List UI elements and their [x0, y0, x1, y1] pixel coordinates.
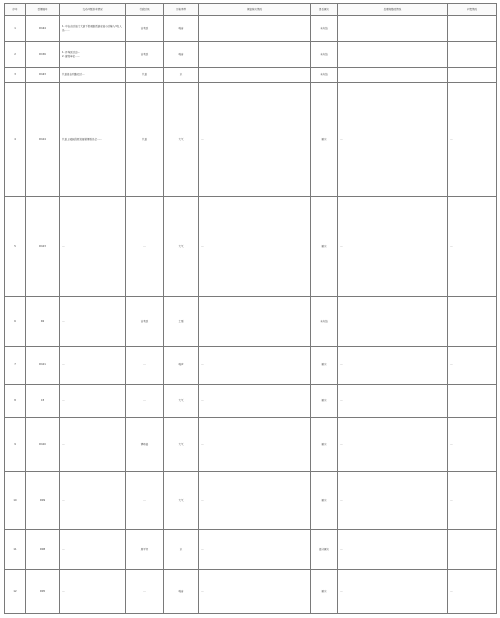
cell-code: D101: [26, 346, 60, 384]
cell-code: D104: [26, 83, 60, 197]
cell-no: 12: [5, 569, 26, 613]
cell-verify: [199, 16, 311, 42]
cell-type: 噪音: [164, 42, 199, 68]
cell-verify: …: [199, 569, 311, 613]
cell-issue: …: [60, 346, 126, 384]
header-region: 行政区域: [126, 4, 164, 16]
header-real: 是否属实: [311, 4, 338, 16]
cell-real: 未办结: [311, 16, 338, 42]
cell-account: [448, 384, 497, 417]
cell-account: [448, 16, 497, 42]
cell-no: 11: [5, 529, 26, 569]
cell-region: …: [126, 471, 164, 529]
cell-type: 噪声: [164, 346, 199, 384]
table-row: [5, 529, 497, 569]
cell-real: 未办结: [311, 68, 338, 83]
cell-type: 噪音: [164, 569, 199, 613]
cell-region: …: [126, 197, 164, 297]
cell-account: …: [448, 569, 497, 613]
cell-code: D2: [26, 297, 60, 346]
cell-region: 原平市: [126, 529, 164, 569]
cell-no: 5: [5, 197, 26, 297]
cell-code: D164: [26, 16, 60, 42]
cell-region: 代县: [126, 68, 164, 83]
table-row: [5, 417, 497, 471]
cell-action: …: [338, 384, 448, 417]
cell-region: 吉利区: [126, 297, 164, 346]
cell-code: D98: [26, 529, 60, 569]
cell-real: 属实: [311, 569, 338, 613]
table-row: [5, 346, 497, 384]
complaint-table-sheet: [4, 3, 496, 614]
table-row: [5, 68, 497, 83]
cell-code: C3: [26, 384, 60, 417]
cell-code: D103: [26, 197, 60, 297]
header-verify: 调查核实情况: [199, 4, 311, 16]
cell-type: 大气: [164, 417, 199, 471]
table-row: [5, 384, 497, 417]
cell-verify: …: [199, 83, 311, 197]
table-row: [5, 569, 497, 613]
cell-action: …: [338, 346, 448, 384]
cell-code: D95: [26, 569, 60, 613]
cell-action: [338, 42, 448, 68]
cell-account: …: [448, 197, 497, 297]
cell-region: …: [126, 384, 164, 417]
cell-region: 吉利区: [126, 42, 164, 68]
cell-issue: …: [60, 471, 126, 529]
cell-account: [448, 42, 497, 68]
cell-account: …: [448, 417, 497, 471]
header-no: 序号: [5, 4, 26, 16]
cell-no: 6: [5, 297, 26, 346]
cell-action: [338, 68, 448, 83]
cell-no: 3: [5, 68, 26, 83]
cell-code: D100: [26, 417, 60, 471]
cell-region: …: [126, 346, 164, 384]
cell-action: …: [338, 417, 448, 471]
cell-verify: …: [199, 471, 311, 529]
cell-account: …: [448, 346, 497, 384]
cell-action: …: [338, 83, 448, 197]
cell-issue: 代县县吉利路社区…: [60, 68, 126, 83]
cell-code: D99: [26, 471, 60, 529]
cell-real: 属实: [311, 346, 338, 384]
cell-verify: …: [199, 529, 311, 569]
cell-verify: …: [199, 346, 311, 384]
cell-account: …: [448, 83, 497, 197]
header-code: 受理编号: [26, 4, 60, 16]
header-type: 污染类型: [164, 4, 199, 16]
cell-type: 水: [164, 68, 199, 83]
header-action: 处理和整改情况: [338, 4, 448, 16]
table-header-row: [5, 4, 497, 16]
cell-issue: …: [60, 197, 126, 297]
cell-code: D156: [26, 42, 60, 68]
cell-account: …: [448, 471, 497, 529]
cell-region: 代县: [126, 83, 164, 197]
cell-region: 繁峙县: [126, 417, 164, 471]
cell-verify: …: [199, 384, 311, 417]
cell-account: [448, 529, 497, 569]
cell-issue: …: [60, 569, 126, 613]
cell-no: 4: [5, 83, 26, 197]
cell-real: 部分属实: [311, 529, 338, 569]
table-row: [5, 83, 497, 197]
cell-real: 未办结: [311, 297, 338, 346]
cell-real: 属实: [311, 83, 338, 197]
cell-no: 2: [5, 42, 26, 68]
cell-action: [338, 16, 448, 42]
cell-real: 属实: [311, 384, 338, 417]
table-row: [5, 197, 497, 297]
cell-real: 属实: [311, 417, 338, 471]
cell-issue: …: [60, 417, 126, 471]
cell-no: 8: [5, 384, 26, 417]
cell-action: …: [338, 197, 448, 297]
table-row: [5, 16, 497, 42]
cell-verify: …: [199, 417, 311, 471]
cell-account: [448, 297, 497, 346]
cell-issue: …: [60, 384, 126, 417]
cell-code: D163: [26, 68, 60, 83]
cell-verify: [199, 42, 311, 68]
table-row: [5, 297, 497, 346]
cell-verify: [199, 297, 311, 346]
cell-type: 大气: [164, 384, 199, 417]
cell-no: 10: [5, 471, 26, 529]
cell-type: 大气: [164, 197, 199, 297]
complaint-handling-table: [4, 3, 497, 614]
cell-region: …: [126, 569, 164, 613]
cell-type: 大气: [164, 83, 199, 197]
cell-issue: …: [60, 529, 126, 569]
cell-no: 1: [5, 16, 26, 42]
cell-action: …: [338, 471, 448, 529]
table-row: [5, 471, 497, 529]
cell-type: 水: [164, 529, 199, 569]
cell-real: 属实: [311, 197, 338, 297]
cell-type: 土壤: [164, 297, 199, 346]
cell-no: 7: [5, 346, 26, 384]
cell-type: 噪音: [164, 16, 199, 42]
cell-region: 吉利区: [126, 16, 164, 42]
cell-action: …: [338, 569, 448, 613]
cell-verify: …: [199, 197, 311, 297]
cell-no: 9: [5, 417, 26, 471]
cell-real: 属实: [311, 471, 338, 529]
header-issue: 交办问题基本情况: [60, 4, 126, 16]
header-account: 问责情况: [448, 4, 497, 16]
cell-action: [338, 297, 448, 346]
cell-issue: …: [60, 297, 126, 346]
cell-issue: 1. 中吉吉区县门大道下街南路街道安装小区输入3名人员……: [60, 16, 126, 42]
cell-verify: [199, 68, 311, 83]
table-row: [5, 42, 497, 68]
cell-issue: 1. 件场区区边… 2. 建设单位……: [60, 42, 126, 68]
cell-account: [448, 68, 497, 83]
cell-issue: 代县上城园高新发展管理委员会……: [60, 83, 126, 197]
cell-real: 未办结: [311, 42, 338, 68]
cell-type: 大气: [164, 471, 199, 529]
cell-action: …: [338, 529, 448, 569]
